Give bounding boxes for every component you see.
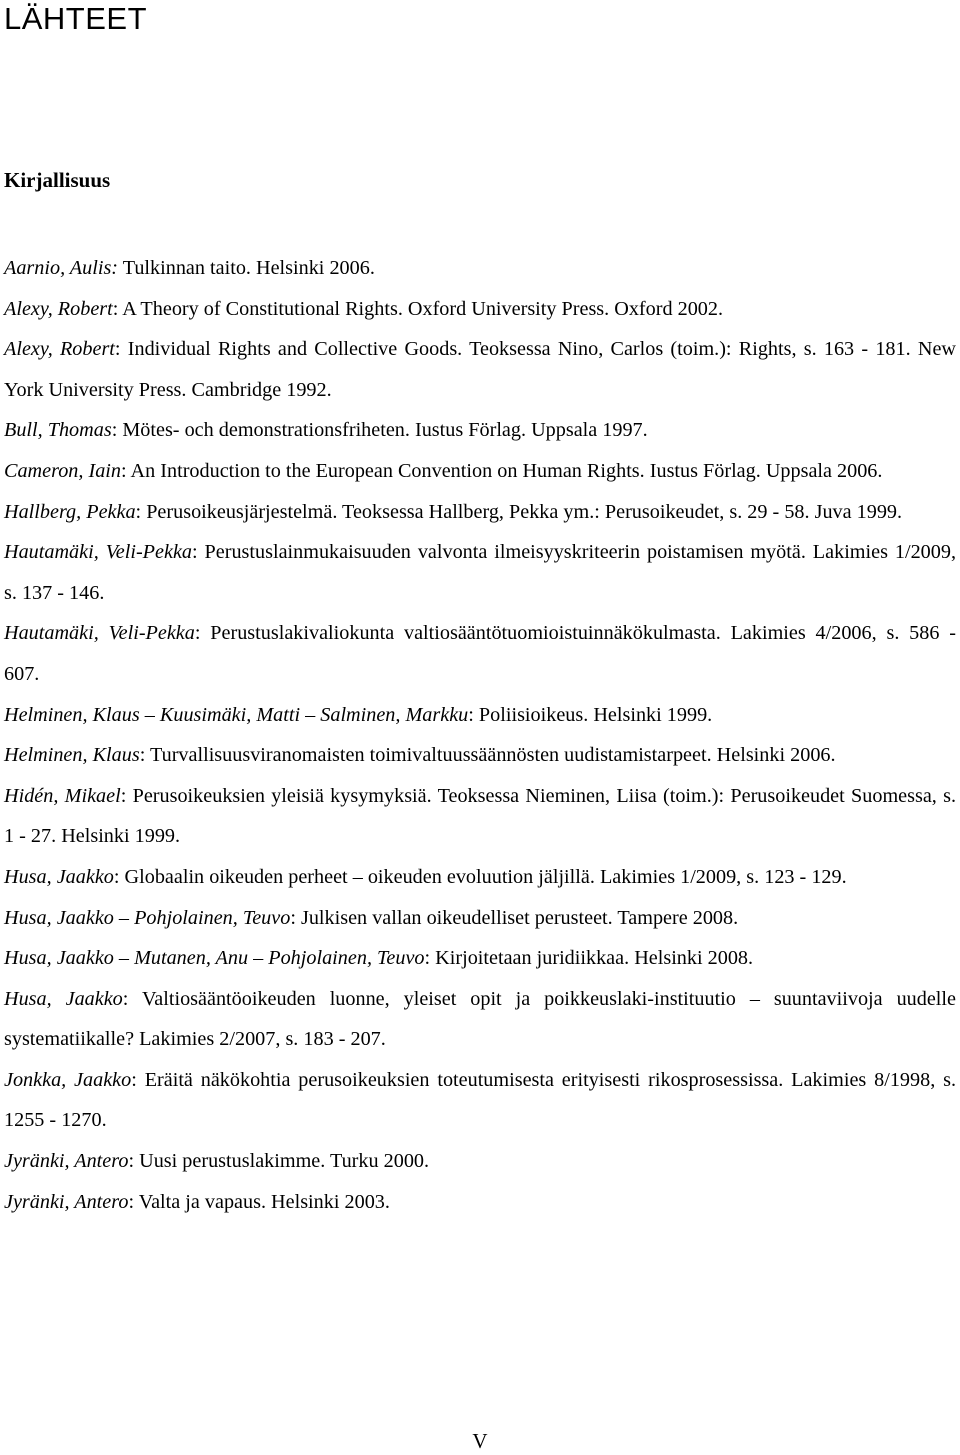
reference-text: : Kirjoitetaan juridiikkaa. Helsinki 2008. (424, 947, 754, 970)
reference-item (4, 410, 956, 451)
reference-item (4, 532, 956, 613)
reference-author: Helminen, Klaus – Kuusimäki, Matti – Salminen, Markku (4, 703, 469, 726)
reference-item (4, 695, 956, 736)
reference-item (4, 492, 956, 533)
reference-text: : Uusi perustuslakimme. Turku 2000. (128, 1150, 430, 1173)
reference-text: : Poliisioikeus. Helsinki 1999. (468, 703, 713, 726)
reference-text: Tulkinnan taito. Helsinki 2006. (118, 257, 375, 279)
reference-text: : Mötes- och demonstrationsfriheten. Iustus Förlag. Uppsala 1997. (111, 419, 648, 442)
reference-item (4, 979, 956, 1060)
reference-item (4, 938, 956, 979)
reference-text: : Valtiosääntöoikeuden luonne, yleiset opit ja poikkeuslaki-instituutio – suuntaviivoja uudelle systematiikalle? Lakimies 2/2007, s. 183 - 207. (4, 987, 956, 1051)
reference-author: Husa, Jaakko – Pohjolainen, Teuvo (4, 906, 291, 929)
reference-text: : Perustuslakivaliokunta valtiosääntötuomioistuinnäkökulmasta. Lakimies 4/2006, s. 586 - 607. (4, 622, 956, 685)
reference-text: : Eräitä näkökohtia perusoikeuksien toteutumisesta erityisesti rikosprosessissa. Lakimies 8/1998, s. 1255 - 1270. (4, 1068, 956, 1132)
reference-author: Helminen, Klaus (4, 744, 140, 767)
reference-author: Husa, Jaakko – Mutanen, Anu – Pohjolainen, Teuvo (4, 947, 425, 970)
reference-item (4, 857, 956, 898)
reference-item (4, 735, 956, 776)
reference-text: : Valta ja vapaus. Helsinki 2003. (128, 1190, 390, 1213)
reference-author: Hautamäki, Veli-Pekka (4, 541, 192, 564)
reference-author: Husa, Jaakko (4, 865, 114, 888)
reference-author: Jonkka, Jaakko (4, 1068, 132, 1091)
reference-author: Hautamäki, Veli-Pekka (4, 622, 195, 645)
reference-item (4, 289, 956, 330)
reference-text: : Perustuslainmukaisuuden valvonta ilmeisyyskriteerin poistamisen myötä. Lakimies 1/2009, s. 137 - 146. (4, 541, 956, 604)
reference-item (4, 451, 956, 492)
reference-text: : Perusoikeusjärjestelmä. Teoksessa Hallberg, Pekka ym.: Perusoikeudet, s. 29 - 58. Juva 1999. (135, 500, 903, 523)
reference-author: Alexy, Robert (4, 297, 113, 320)
reference-item (4, 898, 956, 939)
reference-author: Husa, Jaakko (4, 987, 123, 1010)
reference-author: Alexy, Robert (4, 338, 115, 361)
reference-author: Hallberg, Pekka (4, 500, 136, 523)
reference-item (4, 613, 956, 694)
reference-text: : A Theory of Constitutional Rights. Oxford University Press. Oxford 2002. (112, 297, 724, 320)
reference-list (4, 248, 956, 1222)
reference-author: Jyränki, Antero (4, 1150, 129, 1173)
reference-text: : Perusoikeuksien yleisiä kysymyksiä. Teoksessa Nieminen, Liisa (toim.): Perusoikeudet Suomessa, s. 1 - 27. Helsinki 1999. (4, 784, 957, 848)
page-number: V (472, 1429, 488, 1453)
page-title: LÄHTEET (4, 1, 148, 36)
reference-author: Jyränki, Antero (4, 1190, 129, 1213)
reference-text: : An Introduction to the European Convention on Human Rights. Iustus Förlag. Uppsala 2006. (121, 459, 883, 482)
reference-text: : Turvallisuusviranomaisten toimivaltuussäännösten uudistamistarpeet. Helsinki 2006. (139, 744, 836, 767)
reference-item (4, 776, 956, 857)
reference-item (4, 248, 956, 289)
reference-item (4, 329, 956, 410)
reference-item (4, 1141, 956, 1182)
reference-author: Aarnio, Aulis: (4, 257, 119, 279)
reference-text: : Individual Rights and Collective Goods. Teoksessa Nino, Carlos (toim.): Rights, s. 163 - 181. New York University Press. Cambridge 1992. (4, 338, 956, 401)
section-heading: Kirjallisuus (4, 168, 111, 192)
reference-author: Cameron, Iain (4, 459, 122, 482)
reference-author: Hidén, Mikael (4, 784, 121, 807)
reference-text: : Julkisen vallan oikeudelliset perusteet. Tampere 2008. (290, 906, 739, 929)
reference-author: Bull, Thomas (4, 419, 112, 442)
reference-item (4, 1182, 956, 1223)
reference-item (4, 1060, 956, 1141)
reference-text: : Globaalin oikeuden perheet – oikeuden evoluution jäljillä. Lakimies 1/2009, s. 123 - 129. (113, 865, 847, 888)
